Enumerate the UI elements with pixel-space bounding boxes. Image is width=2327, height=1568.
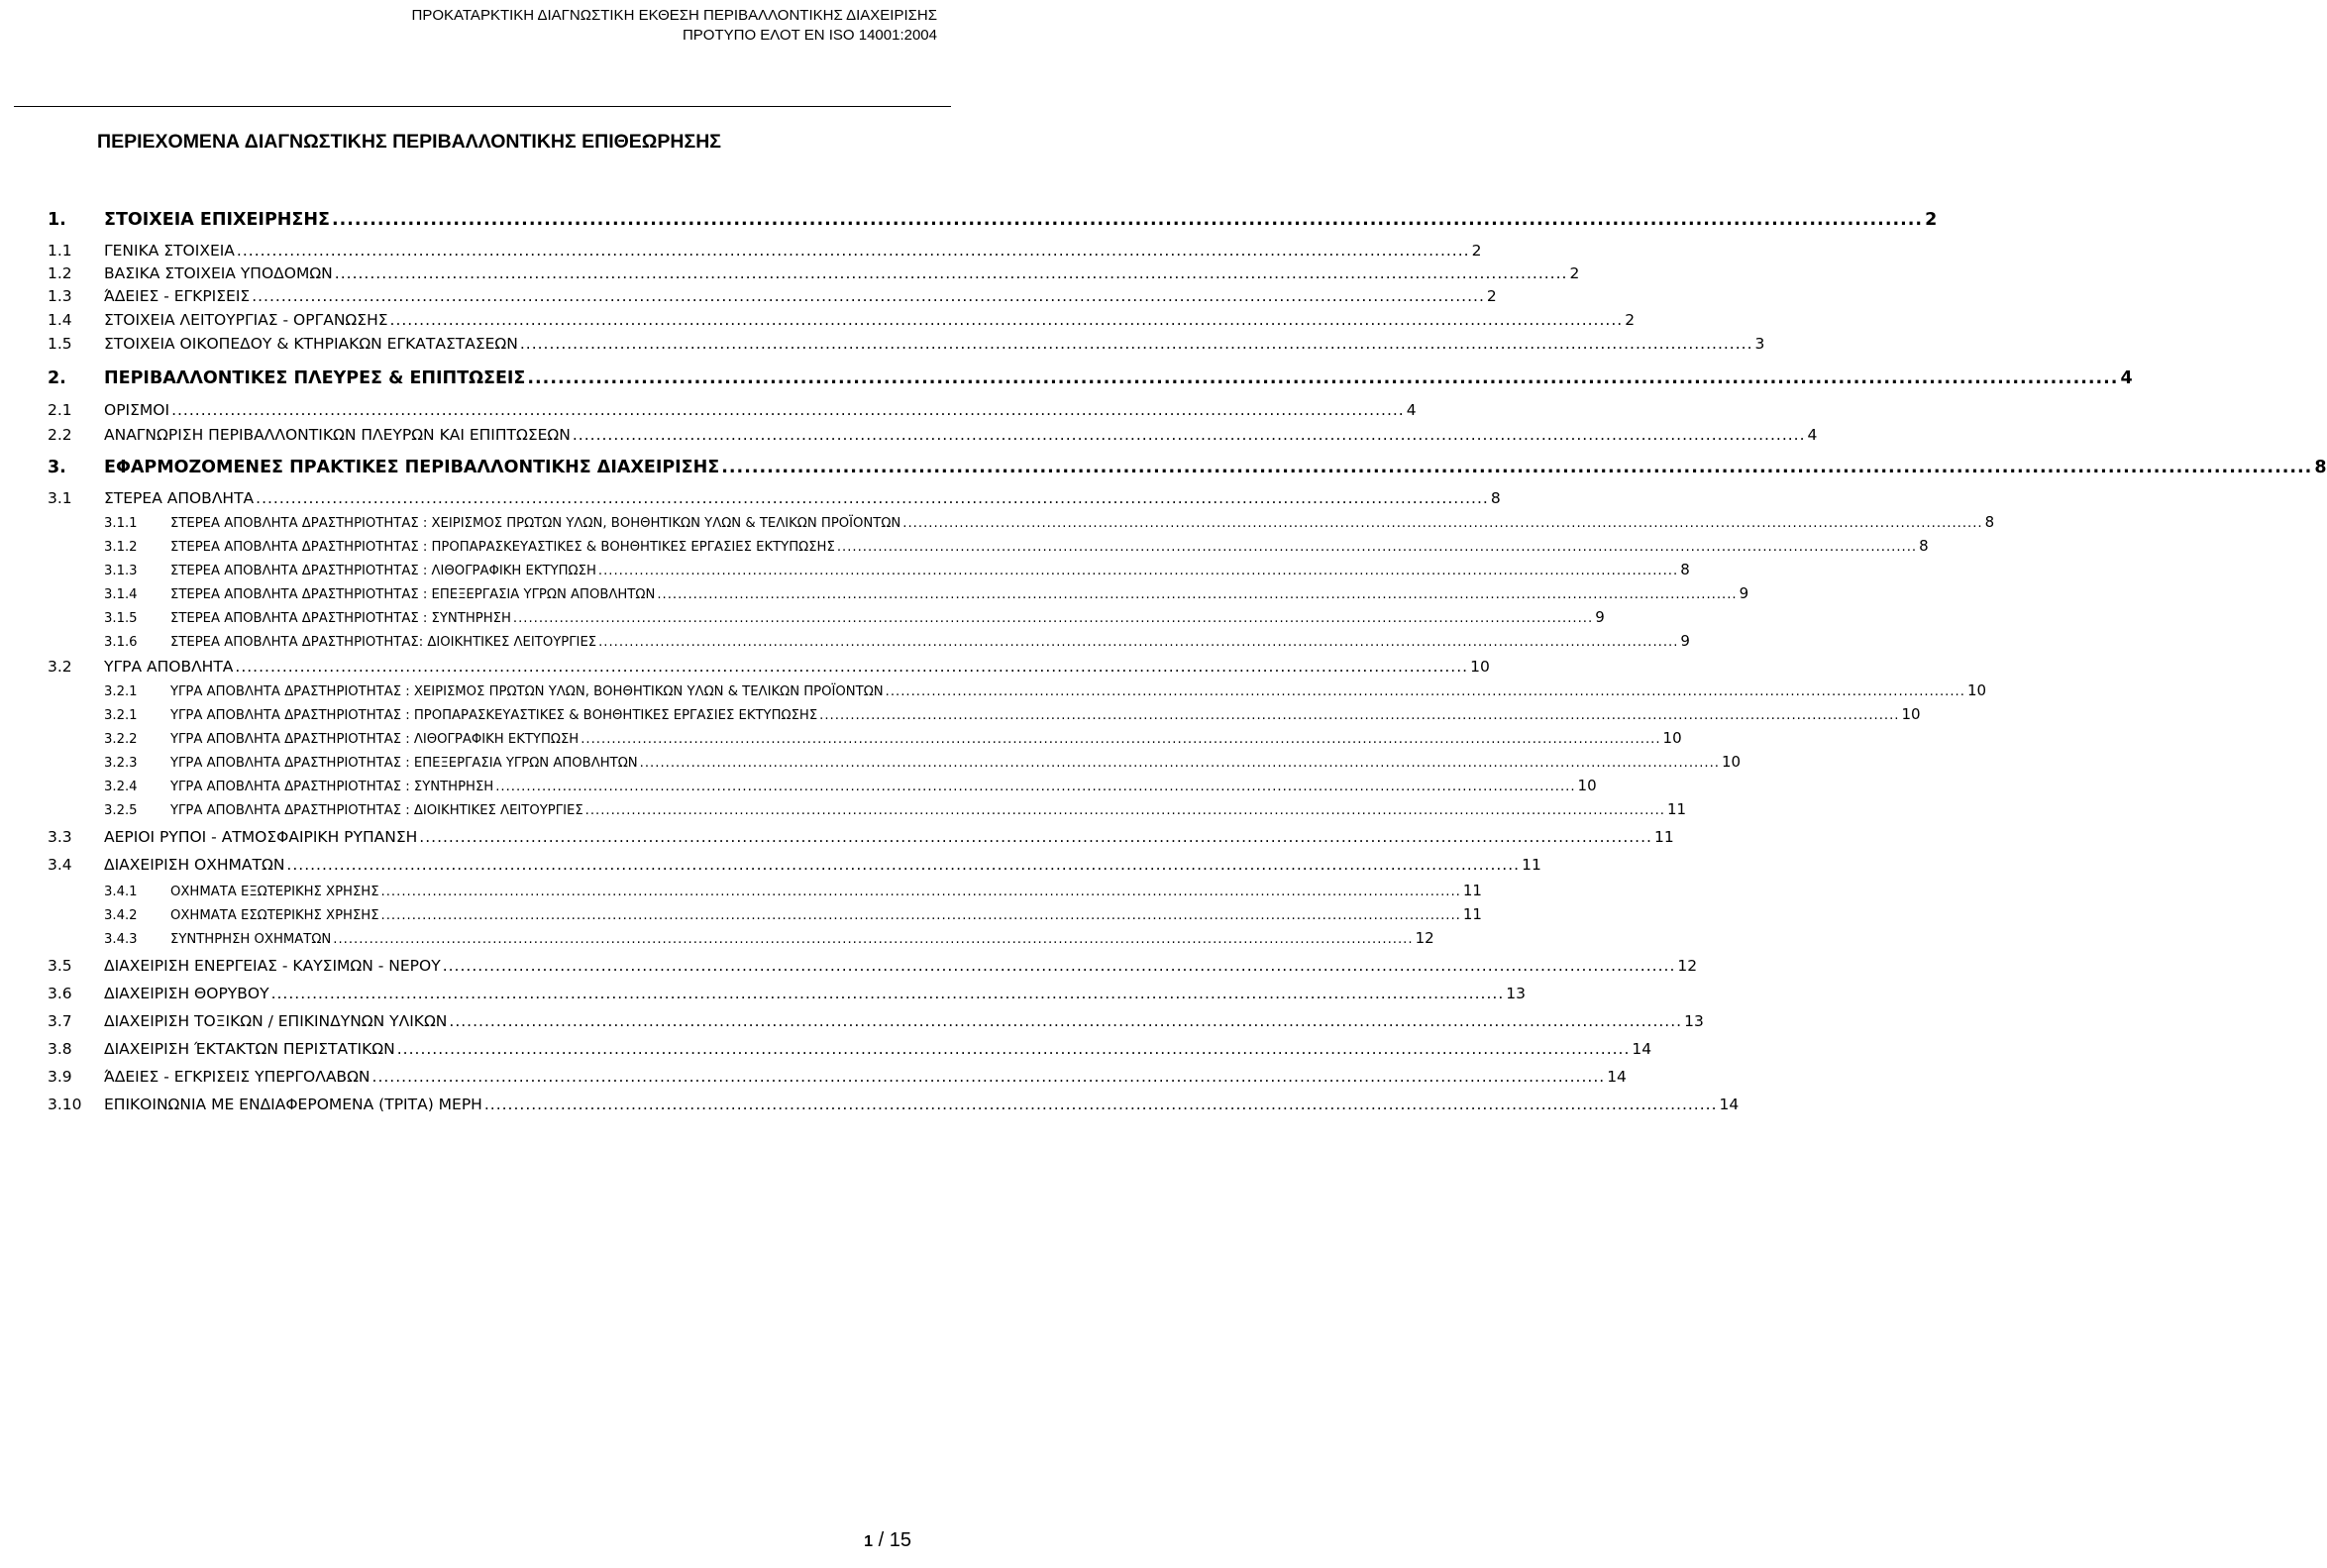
toc-entry[interactable]: [48, 489, 1501, 507]
page-number: [864, 1529, 911, 1552]
toc-entry[interactable]: [48, 985, 1526, 1002]
toc-dot-leader: [585, 803, 1665, 818]
toc-dot-leader: [902, 516, 1982, 531]
toc-entry-number: 3.7: [48, 1012, 72, 1030]
toc-entry-number: 3.8: [48, 1040, 72, 1058]
toc-entry-page: 12: [1415, 929, 1434, 947]
toc-entry[interactable]: [48, 311, 1636, 329]
toc-entry-number: 3.2.3: [104, 756, 138, 771]
toc-entry-number: 3.2: [48, 658, 72, 676]
toc-entry-number: 3.9: [48, 1068, 72, 1086]
toc-entry-title: ΓΕΝΙΚΑ ΣΤΟΙΧΕΙΑ: [104, 242, 235, 260]
toc-dot-leader: [237, 242, 1470, 260]
toc-entry[interactable]: [48, 1040, 1652, 1058]
toc-entry-number: 1.2: [48, 264, 72, 282]
toc-entry-page: 13: [1684, 1012, 1704, 1030]
toc-entry-title: ΕΦΑΡΜΟΖΟΜΕΝΕΣ ΠΡΑΚΤΙΚΕΣ ΠΕΡΙΒΑΛΛΟΝΤΙΚΗΣ ΔΙΑΧΕΙΡΙΣΗΣ: [104, 458, 720, 477]
toc-entry[interactable]: [104, 882, 1482, 899]
toc-entry[interactable]: [48, 210, 1938, 230]
toc-entry[interactable]: [48, 401, 1417, 419]
toc-entry-number: 3.1.4: [104, 587, 138, 602]
toc-entry-number: 1.1: [48, 242, 72, 260]
header-divider: [14, 106, 951, 107]
toc-dot-leader: [886, 684, 1965, 699]
toc-entry[interactable]: [104, 777, 1597, 794]
toc-entry-page: 8: [1680, 561, 1690, 578]
toc-entry-page: 13: [1506, 985, 1526, 1002]
toc-entry[interactable]: [104, 729, 1682, 747]
toc-entry-title: ΒΑΣΙΚΑ ΣΤΟΙΧΕΙΑ ΥΠΟΔΟΜΩΝ: [104, 264, 333, 282]
toc-dot-leader: [520, 335, 1753, 353]
toc-entry-title: ΔΙΑΧΕΙΡΙΣΗ ΟΧΗΜΑΤΩΝ: [104, 856, 285, 874]
toc-entry[interactable]: [48, 368, 2133, 388]
header-title: ΠΡΟΚΑΤΑΡΚΤΙΚΗ ΔΙΑΓΝΩΣΤΙΚΗ ΕΚΘΕΣΗ ΠΕΡΙΒΑΛΛΟΝΤΙΚΗΣ ΔΙΑΧΕΙΡΙΣΗΣ: [411, 7, 937, 24]
toc-entry-page: 2: [1569, 264, 1580, 282]
toc-dot-leader: [484, 1096, 1718, 1113]
toc-entry-title: ΔΙΑΧΕΙΡΙΣΗ ΤΟΞΙΚΩΝ / ΕΠΙΚΙΝΔΥΝΩΝ ΥΛΙΚΩΝ: [104, 1012, 448, 1030]
toc-entry-number: 3.5: [48, 957, 72, 975]
toc-entry-title: ΥΓΡΑ ΑΠΟΒΛΗΤΑ ΔΡΑΣΤΗΡΙΟΤΗΤΑΣ : ΣΥΝΤΗΡΗΣΗ: [170, 780, 494, 794]
toc-entry[interactable]: [48, 335, 1765, 353]
toc-dot-leader: [235, 658, 1468, 676]
toc-entry[interactable]: [48, 264, 1580, 282]
toc-entry-page: 14: [1632, 1040, 1652, 1058]
toc-entry-page: 9: [1739, 584, 1749, 602]
toc-dot-leader: [397, 1040, 1631, 1058]
toc-entry[interactable]: [104, 800, 1687, 818]
toc-entry[interactable]: [104, 681, 1987, 699]
toc-dot-leader: [819, 708, 1899, 723]
toc-dot-leader: [573, 426, 1806, 444]
toc-entry-number: 1.3: [48, 287, 72, 305]
toc-entry-page: 8: [1490, 489, 1501, 507]
toc-dot-leader: [332, 210, 1923, 230]
toc-entry-number: 3.2.2: [104, 732, 138, 747]
toc-entry-title: ΣΥΝΤΗΡΗΣΗ ΟΧΗΜΑΤΩΝ: [170, 932, 332, 947]
toc-dot-leader: [419, 828, 1652, 846]
toc-entry-page: 8: [1984, 513, 1995, 531]
toc-entry-title: ΥΓΡΑ ΑΠΟΒΛΗΤΑ ΔΡΑΣΤΗΡΙΟΤΗΤΑΣ : ΠΡΟΠΑΡΑΣΚΕΥΑΣΤΙΚΕΣ & ΒΟΗΘΗΤΙΚΕΣ ΕΡΓΑΣΙΕΣ ΕΚΤΥΠΩΣΗΣ: [170, 708, 818, 723]
toc-entry[interactable]: [48, 287, 1497, 305]
toc-entry-number: 3.2.1: [104, 684, 138, 699]
toc-entry-page: 14: [1719, 1096, 1740, 1113]
toc-entry[interactable]: [104, 705, 1921, 723]
toc-entry[interactable]: [104, 905, 1482, 923]
toc-entry-title: ΣΤΕΡΕΑ ΑΠΟΒΛΗΤΑ ΔΡΑΣΤΗΡΙΟΤΗΤΑΣ : ΠΡΟΠΑΡΑΣΚΕΥΑΣΤΙΚΕΣ & ΒΟΗΘΗΤΙΚΕΣ ΕΡΓΑΣΙΕΣ ΕΚΤΥΠΩΣΗΣ: [170, 540, 835, 555]
toc-entry-title: ΕΠΙΚΟΙΝΩΝΙΑ ΜΕ ΕΝΔΙΑΦΕΡΟΜΕΝΑ (ΤΡΙΤΑ) ΜΕΡΗ: [104, 1096, 482, 1113]
toc-entry[interactable]: [104, 561, 1690, 578]
toc-entry-page: 10: [1901, 705, 1921, 723]
toc-dot-leader: [657, 587, 1737, 602]
toc-dot-leader: [513, 611, 1593, 626]
toc-entry-title: ΟΧΗΜΑΤΑ ΕΞΩΤΕΡΙΚΗΣ ΧΡΗΣΗΣ: [170, 885, 379, 899]
toc-entry-number: 1.4: [48, 311, 72, 329]
toc-entry-page: 8: [1919, 537, 1929, 555]
toc-entry-number: 3.: [48, 458, 66, 477]
toc-entry[interactable]: [104, 537, 1929, 555]
toc-dot-leader: [381, 908, 1461, 923]
toc-entry-page: 10: [1470, 658, 1490, 676]
toc-entry-title: ΑΝΑΓΝΩΡΙΣΗ ΠΕΡΙΒΑΛΛΟΝΤΙΚΩΝ ΠΛΕΥΡΩΝ ΚΑΙ ΕΠΙΠΤΩΣΕΩΝ: [104, 426, 571, 444]
toc-dot-leader: [286, 856, 1520, 874]
toc-dot-leader: [640, 756, 1720, 771]
toc-entry-title: ΣΤΕΡΕΑ ΑΠΟΒΛΗΤΑ ΔΡΑΣΤΗΡΙΟΤΗΤΑΣ : ΣΥΝΤΗΡΗΣΗ: [170, 611, 511, 626]
toc-entry-title: ΔΙΑΧΕΙΡΙΣΗ ΈΚΤΑΚΤΩΝ ΠΕΡΙΣΤΑΤΙΚΩΝ: [104, 1040, 395, 1058]
toc-entry-number: 3.4.1: [104, 885, 138, 899]
toc-dot-leader: [335, 264, 1568, 282]
toc-entry[interactable]: [104, 929, 1434, 947]
toc-entry-page: 10: [1966, 681, 1987, 699]
toc-entry-title: ΟΡΙΣΜΟΙ: [104, 401, 170, 419]
toc-entry-title: ΥΓΡΑ ΑΠΟΒΛΗΤΑ ΔΡΑΣΤΗΡΙΟΤΗΤΑΣ : ΛΙΘΟΓΡΑΦΙΚΗ ΕΚΤΥΠΩΣΗ: [170, 732, 580, 747]
toc-entry-number: 3.1.2: [104, 540, 138, 555]
toc-entry-number: 3.1: [48, 489, 72, 507]
toc-entry-number: 3.3: [48, 828, 72, 846]
toc-entry-title: ΥΓΡΑ ΑΠΟΒΛΗΤΑ ΔΡΑΣΤΗΡΙΟΤΗΤΑΣ : ΧΕΙΡΙΣΜΟΣ ΠΡΩΤΩΝ ΥΛΩΝ, ΒΟΗΘΗΤΙΚΩΝ ΥΛΩΝ & ΤΕΛΙΚΩΝ ΠΡΟΪΟΝΤΩΝ: [170, 684, 884, 699]
toc-entry-title: ΥΓΡΑ ΑΠΟΒΛΗΤΑ ΔΡΑΣΤΗΡΙΟΤΗΤΑΣ : ΔΙΟΙΚΗΤΙΚΕΣ ΛΕΙΤΟΥΡΓΙΕΣ: [170, 803, 583, 818]
toc-dot-leader: [372, 1068, 1606, 1086]
toc-entry[interactable]: [48, 957, 1698, 975]
toc-entry-page: 9: [1595, 608, 1605, 626]
toc-entry-page: 10: [1577, 777, 1597, 794]
total-pages: / 15: [878, 1529, 911, 1551]
toc-entry-page: 9: [1680, 632, 1690, 650]
toc-entry-page: 10: [1662, 729, 1682, 747]
current-page-number: 1: [864, 1533, 874, 1550]
toc-entry[interactable]: [48, 458, 2327, 477]
toc-entry-page: 10: [1721, 753, 1742, 771]
toc-entry-page: 8: [2314, 458, 2327, 477]
toc-entry-title: ΑΕΡΙΟΙ ΡΥΠΟΙ - ΑΤΜΟΣΦΑΙΡΙΚΗ ΡΥΠΑΝΣΗ: [104, 828, 418, 846]
header-standard: ΠΡΟΤΥΠΟ ΕΛΟΤ ΕΝ ISO 14001:2004: [682, 27, 937, 44]
toc-title: ΠΕΡΙΕΧΟΜΕΝΑ ΔΙΑΓΝΩΣΤΙΚΗΣ ΠΕΡΙΒΑΛΛΟΝΤΙΚΗΣ ΕΠΙΘΕΩΡΗΣΗΣ: [97, 131, 721, 153]
toc-dot-leader: [256, 489, 1489, 507]
toc-entry-number: 3.2.1: [104, 708, 138, 723]
toc-entry[interactable]: [48, 426, 1818, 444]
toc-dot-leader: [837, 540, 1917, 555]
toc-dot-leader: [333, 932, 1413, 947]
toc-entry-page: 11: [1462, 882, 1482, 899]
toc-entry-title: ΣΤΟΙΧΕΙΑ ΟΙΚΟΠΕΔΟΥ & ΚΤΗΡΙΑΚΩΝ ΕΓΚΑΤΑΣΤΑΣΕΩΝ: [104, 335, 518, 353]
toc-entry-title: ΥΓΡΑ ΑΠΟΒΛΗΤΑ: [104, 658, 234, 676]
toc-entry-title: ΆΔΕΙΕΣ - ΕΓΚΡΙΣΕΙΣ ΥΠΕΡΓΟΛΑΒΩΝ: [104, 1068, 370, 1086]
toc-entry[interactable]: [48, 828, 1674, 846]
toc-dot-leader: [252, 287, 1485, 305]
toc-entry-title: ΣΤΟΙΧΕΙΑ ΛΕΙΤΟΥΡΓΙΑΣ - ΟΡΓΑΝΩΣΗΣ: [104, 311, 388, 329]
toc-entry-number: 3.6: [48, 985, 72, 1002]
toc-entry-number: 3.1.6: [104, 635, 138, 650]
toc-entry-page: 14: [1607, 1068, 1627, 1086]
toc-dot-leader: [449, 1012, 1682, 1030]
toc-entry-page: 2: [1471, 242, 1482, 260]
toc-entry-page: 11: [1462, 905, 1482, 923]
toc-entry-page: 4: [1807, 426, 1818, 444]
toc-entry[interactable]: [48, 856, 1541, 874]
toc-entry[interactable]: [104, 753, 1742, 771]
toc-dot-leader: [581, 732, 1660, 747]
toc-dot-leader: [598, 635, 1678, 650]
toc-dot-leader: [527, 368, 2118, 388]
toc-entry-page: 3: [1754, 335, 1765, 353]
document-header: [411, 6, 937, 46]
toc-entry-page: 4: [2120, 368, 2133, 388]
toc-entry-title: ΣΤΕΡΕΑ ΑΠΟΒΛΗΤΑ ΔΡΑΣΤΗΡΙΟΤΗΤΑΣ : ΛΙΘΟΓΡΑΦΙΚΗ ΕΚΤΥΠΩΣΗ: [170, 564, 596, 578]
toc-entry-number: 3.4.2: [104, 908, 138, 923]
toc-entry-title: ΔΙΑΧΕΙΡΙΣΗ ΕΝΕΡΓΕΙΑΣ - ΚΑΥΣΙΜΩΝ - ΝΕΡΟΥ: [104, 957, 441, 975]
toc-entry-title: ΣΤΕΡΕΑ ΑΠΟΒΛΗΤΑ: [104, 489, 255, 507]
toc-entry-title: ΣΤΕΡΕΑ ΑΠΟΒΛΗΤΑ ΔΡΑΣΤΗΡΙΟΤΗΤΑΣ: ΔΙΟΙΚΗΤΙΚΕΣ ΛΕΙΤΟΥΡΓΙΕΣ: [170, 635, 597, 650]
toc-entry-title: ΣΤΕΡΕΑ ΑΠΟΒΛΗΤΑ ΔΡΑΣΤΗΡΙΟΤΗΤΑΣ : ΕΠΕΞΕΡΓΑΣΙΑ ΥΓΡΩΝ ΑΠΟΒΛΗΤΩΝ: [170, 587, 656, 602]
toc-entry-page: 11: [1653, 828, 1674, 846]
toc-entry-number: 1.5: [48, 335, 72, 353]
toc-entry[interactable]: [48, 242, 1482, 260]
toc-entry-title: ΔΙΑΧΕΙΡΙΣΗ ΘΟΡΥΒΟΥ: [104, 985, 269, 1002]
toc-entry-number: 3.1.5: [104, 611, 138, 626]
toc-dot-leader: [171, 401, 1405, 419]
toc-entry-number: 3.10: [48, 1096, 82, 1113]
toc-dot-leader: [271, 985, 1505, 1002]
toc-entry[interactable]: [48, 658, 1490, 676]
toc-entry[interactable]: [48, 1012, 1704, 1030]
toc-entry-title: ΆΔΕΙΕΣ - ΕΓΚΡΙΣΕΙΣ: [104, 287, 251, 305]
toc-entry-page: 2: [1486, 287, 1497, 305]
toc-entry-page: 11: [1522, 856, 1541, 874]
toc-entry[interactable]: [104, 632, 1690, 650]
toc-entry-title: ΣΤΟΙΧΕΙΑ ΕΠΙΧΕΙΡΗΣΗΣ: [104, 210, 330, 230]
toc-entry-number: 3.4: [48, 856, 72, 874]
toc-dot-leader: [598, 564, 1678, 578]
toc-entry-number: 3.2.5: [104, 803, 138, 818]
toc-entry[interactable]: [104, 584, 1749, 602]
toc-entry-number: 2.2: [48, 426, 72, 444]
toc-entry-number: 3.1.1: [104, 516, 138, 531]
toc-dot-leader: [390, 311, 1624, 329]
toc-entry-title: ΟΧΗΜΑΤΑ ΕΣΩΤΕΡΙΚΗΣ ΧΡΗΣΗΣ: [170, 908, 379, 923]
toc-dot-leader: [381, 885, 1461, 899]
toc-entry[interactable]: [104, 608, 1605, 626]
toc-entry-page: 4: [1406, 401, 1417, 419]
toc-entry-title: ΠΕΡΙΒΑΛΛΟΝΤΙΚΕΣ ΠΛΕΥΡΕΣ & ΕΠΙΠΤΩΣΕΙΣ: [104, 368, 526, 388]
toc-entry-number: 1.: [48, 210, 66, 230]
toc-entry-number: 2.: [48, 368, 66, 388]
toc-entry-title: ΣΤΕΡΕΑ ΑΠΟΒΛΗΤΑ ΔΡΑΣΤΗΡΙΟΤΗΤΑΣ : ΧΕΙΡΙΣΜΟΣ ΠΡΩΤΩΝ ΥΛΩΝ, ΒΟΗΘΗΤΙΚΩΝ ΥΛΩΝ & ΤΕΛΙΚΩΝ ΠΡΟΪΟΝΤΩΝ: [170, 516, 901, 531]
toc-entry[interactable]: [104, 513, 1995, 531]
toc-entry-title: ΥΓΡΑ ΑΠΟΒΛΗΤΑ ΔΡΑΣΤΗΡΙΟΤΗΤΑΣ : ΕΠΕΞΕΡΓΑΣΙΑ ΥΓΡΩΝ ΑΠΟΒΛΗΤΩΝ: [170, 756, 638, 771]
toc-entry-number: 3.1.3: [104, 564, 138, 578]
toc-entry[interactable]: [48, 1068, 1627, 1086]
toc-entry-page: 11: [1666, 800, 1687, 818]
toc-entry-number: 3.4.3: [104, 932, 138, 947]
toc-dot-leader: [721, 458, 2312, 477]
toc-entry-page: 2: [1925, 210, 1938, 230]
toc-entry-number: 3.2.4: [104, 780, 138, 794]
toc-entry-page: 12: [1677, 957, 1698, 975]
toc-entry-page: 2: [1625, 311, 1636, 329]
toc-dot-leader: [495, 780, 1575, 794]
toc-entry-number: 2.1: [48, 401, 72, 419]
toc-entry[interactable]: [48, 1096, 1740, 1113]
toc-dot-leader: [443, 957, 1676, 975]
